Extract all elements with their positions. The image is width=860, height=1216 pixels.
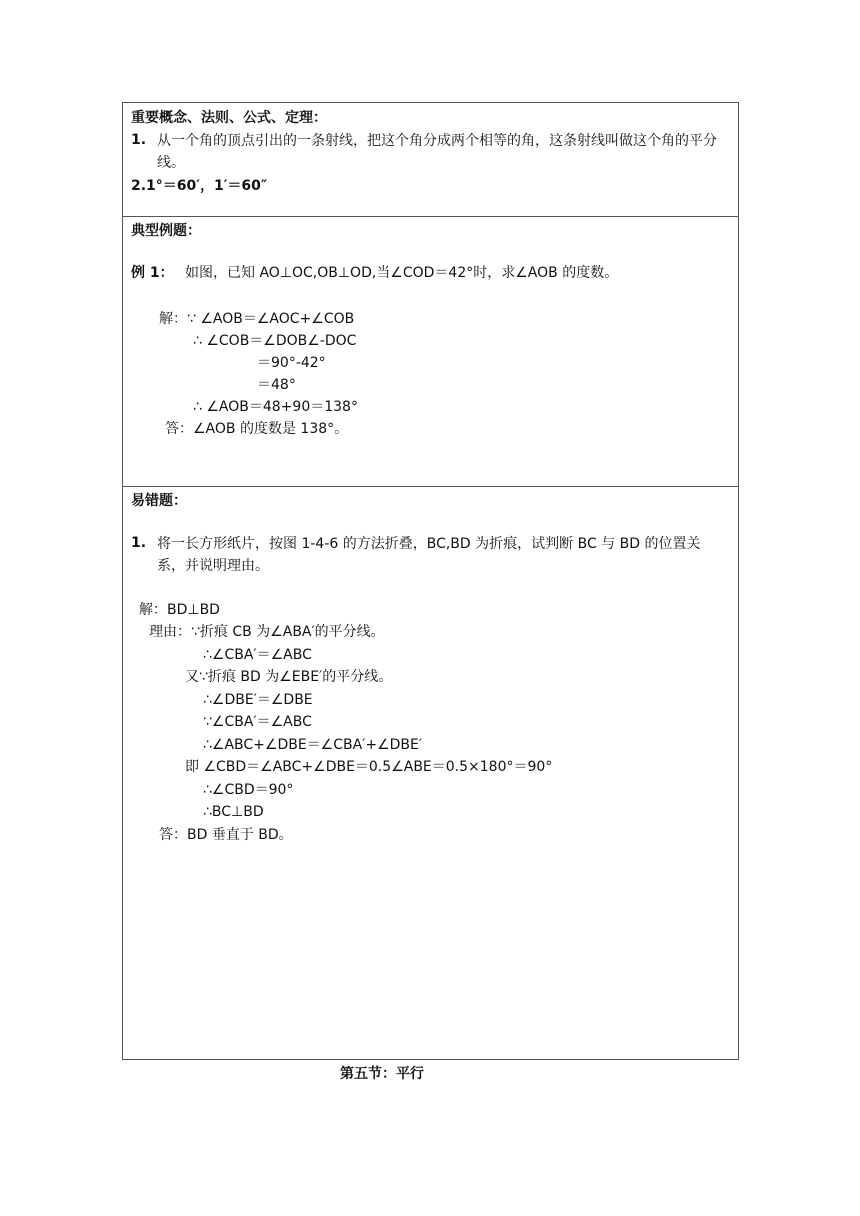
example-line: ∴ ∠AOB＝48+90＝138° [193,399,358,415]
example-question: 如图，已知 AO⊥OC,OB⊥OD,当∠COD＝42°时，求∠AOB 的度数。 [185,265,619,281]
concepts-item1-text: 从一个角的顶点引出的一条射线，把这个角分成两个相等的角，这条射线叫做这个角的平分线。 [157,133,717,171]
mistakes-line: 即 ∠CBD＝∠ABC+∠DBE＝0.5∠ABE＝0.5×180°＝90° [185,759,553,775]
mistakes-line: ∴∠ABC+∠DBE＝∠CBA′+∠DBE′ [203,737,423,753]
mistakes-line: ∴BC⊥BD [203,804,264,820]
mistakes-line: ∴∠CBA′＝∠ABC [203,647,312,663]
mistakes-cell [123,487,739,1060]
example-line: 解：∵ ∠AOB＝∠AOC+∠COB [159,311,355,327]
mistakes-line: 又∵折痕 BD 为∠EBE′的平分线。 [185,669,393,685]
concepts-item2: 2.1°＝60′，1′＝60″ [131,178,268,194]
concepts-cell [123,103,739,217]
mistakes-line: ∴∠DBE′＝∠DBE [203,692,313,708]
example-line: ＝90°-42° [257,355,326,371]
mistakes-line: ∵∠CBA′＝∠ABC [203,714,312,730]
mistakes-line: 理由：∵折痕 CB 为∠ABA′的平分线。 [149,624,385,640]
mistakes-line: 解：BD⊥BD [139,602,220,618]
example-answer: 答：∠AOB 的度数是 138°。 [165,421,349,437]
mistakes-line: ∴∠CBD＝90° [203,782,294,798]
example-heading: 典型例题： [131,223,201,239]
example-line: ＝48° [257,377,296,393]
concepts-item1-number: 1. [131,132,147,148]
notes-table [122,102,739,1060]
mistakes-question: 将一长方形纸片，按图 1-4-6 的方法折叠，BC,BD 为折痕，试判断 BC 与 BD 的位置关系，并说明理由。 [157,536,701,574]
example-cell [123,217,739,487]
example-label: 例 1： [131,265,174,281]
concepts-heading: 重要概念、法则、公式、定理： [131,110,327,126]
example-line: ∴ ∠COB＝∠DOB∠-DOC [193,333,357,349]
mistakes-answer: 答：BD 垂直于 BD。 [159,827,293,843]
mistakes-heading: 易错题： [131,493,187,509]
mistakes-question-number: 1. [131,535,147,551]
section-footer-title: 第五节：平行 [340,1066,424,1082]
